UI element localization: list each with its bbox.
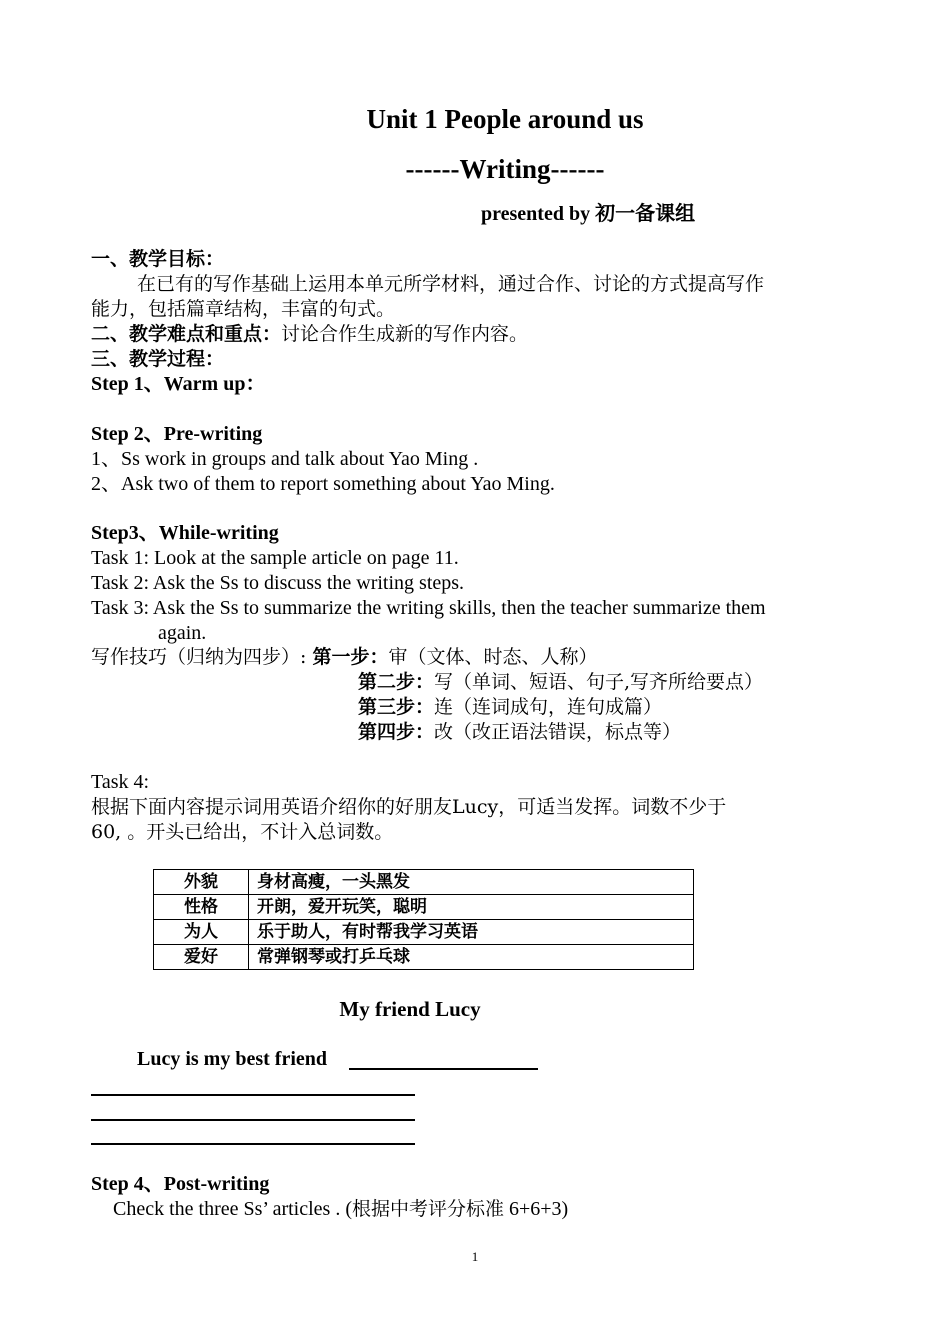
table-cell-value: 身材高瘦，一头黑发 xyxy=(249,870,694,895)
writing-blank-line[interactable] xyxy=(91,1143,415,1145)
table-cell-key: 外貌 xyxy=(154,870,249,895)
skills-line-2 xyxy=(358,670,763,695)
skill-4-label: 第四步： xyxy=(358,721,435,743)
skill-1-label: 第一步： xyxy=(312,646,389,668)
step2-item-2: 2、Ask two of them to report something about Yao Ming. xyxy=(91,473,555,495)
objectives-text-line1: 在已有的写作基础上运用本单元所学材料，通过合作、讨论的方式提高写作 xyxy=(137,273,765,295)
essay-title: My friend Lucy xyxy=(339,997,481,1021)
table-cell-value: 开朗，爱开玩笑，聪明 xyxy=(249,895,694,920)
key-points-heading: 二、教学难点和重点： xyxy=(91,323,282,345)
task2-text: Task 2: Ask the Ss to discuss the writing steps. xyxy=(91,572,465,594)
step1-heading: Step 1、Warm up： xyxy=(91,373,266,395)
task1-text: Task 1: Look at the sample article on page 11. xyxy=(91,547,459,569)
table-row xyxy=(154,945,694,970)
key-points-text: 讨论合作生成新的写作内容。 xyxy=(281,323,529,345)
step4-text-score: 6+6+3) xyxy=(504,1198,569,1220)
writing-blank-line[interactable] xyxy=(349,1068,538,1070)
process-heading: 三、教学过程： xyxy=(91,348,225,370)
skill-2-text: 写（单词、短语、句子,写齐所给要点） xyxy=(434,671,764,693)
task3-text-line1: Task 3: Ask the Ss to summarize the writing skills, then the teacher summarize them xyxy=(91,597,766,619)
table-row xyxy=(154,870,694,895)
presenter-credit: presented by 初一备课组 xyxy=(481,203,696,225)
skill-3-label: 第三步： xyxy=(358,696,435,718)
key-points-line xyxy=(91,322,528,347)
skill-4-text: 改（改正语法错误，标点等） xyxy=(434,721,682,743)
task4-text-line1: 根据下面内容提示词用英语介绍你的好朋友Lucy，可适当发挥。词数不少于 xyxy=(91,796,727,818)
step4-text-en: Check the three Ss’ articles . ( xyxy=(113,1198,352,1220)
lucy-info-table xyxy=(153,869,694,970)
step4-text xyxy=(113,1197,568,1222)
skills-line-1 xyxy=(91,645,597,670)
step4-text-cn: 根据中考评分标准 xyxy=(351,1198,504,1220)
table-row xyxy=(154,920,694,945)
skill-2-label: 第二步： xyxy=(358,671,435,693)
skill-1-text: 审（文体、时态、人称） xyxy=(388,646,598,668)
essay-start: Lucy is my best friend xyxy=(137,1048,327,1070)
task3-text-line2: again. xyxy=(158,622,207,644)
table-cell-value: 乐于助人，有时帮我学习英语 xyxy=(249,920,694,945)
table-cell-key: 爱好 xyxy=(154,945,249,970)
page-title: Unit 1 People around us xyxy=(366,104,644,134)
page-subtitle: ------Writing------ xyxy=(405,154,605,184)
step3-heading: Step3、While-writing xyxy=(91,522,279,544)
step2-heading: Step 2、Pre-writing xyxy=(91,423,263,445)
task4-text-line2: 60, 。开头已给出，不计入总词数。 xyxy=(91,821,394,843)
step4-heading: Step 4、Post-writing xyxy=(91,1173,270,1195)
skills-line-3 xyxy=(358,695,662,720)
writing-blank-line[interactable] xyxy=(91,1119,415,1121)
page-number: 1 xyxy=(471,1249,479,1264)
step2-item-1: 1、Ss work in groups and talk about Yao Ming . xyxy=(91,448,479,470)
task4-label: Task 4: xyxy=(91,771,150,793)
table-row xyxy=(154,895,694,920)
skills-intro: 写作技巧（归纳为四步）: xyxy=(91,646,313,668)
table-cell-key: 性格 xyxy=(154,895,249,920)
table-cell-key: 为人 xyxy=(154,920,249,945)
objectives-heading: 一、教学目标： xyxy=(91,248,225,270)
objectives-text-line2: 能力，包括篇章结构，丰富的句式。 xyxy=(91,298,396,320)
writing-blank-line[interactable] xyxy=(91,1094,415,1096)
skill-3-text: 连（连词成句，连句成篇） xyxy=(434,696,663,718)
table-cell-value: 常弹钢琴或打乒乓球 xyxy=(249,945,694,970)
skills-line-4 xyxy=(358,720,681,745)
